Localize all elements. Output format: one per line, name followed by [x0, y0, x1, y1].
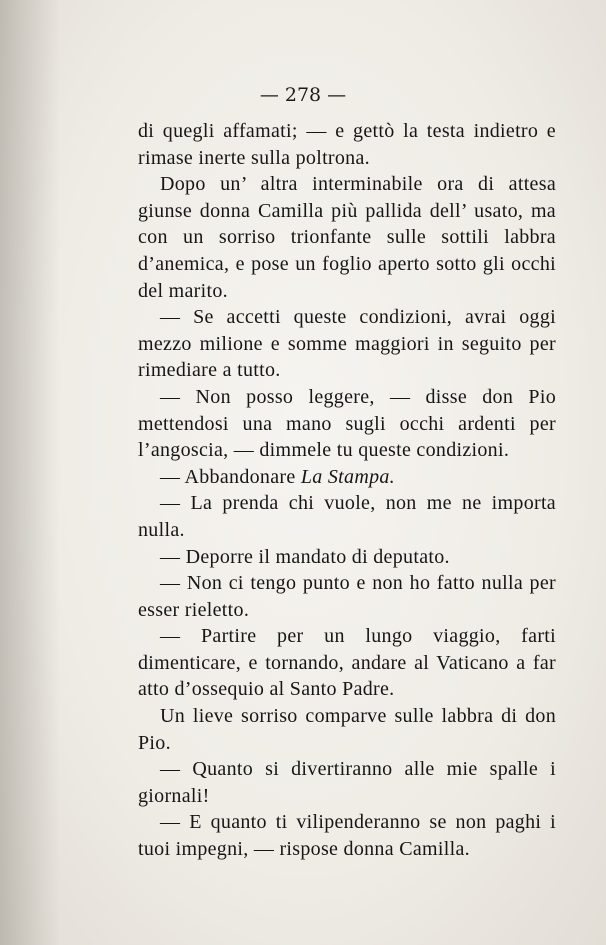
- paragraph: — Non posso leggere, — disse don Pio mettendosi una mano sugli occhi ardenti per l’angoscia, — dimmele tu queste condizioni.: [138, 385, 556, 462]
- paragraph: — Non ci tengo punto e non ho fatto nulla per esser rieletto.: [138, 572, 556, 621]
- newspaper-title: La Stampa.: [300, 465, 395, 488]
- paragraph: Un lieve sorriso comparve sulle labbra di don Pio.: [138, 705, 556, 754]
- paragraph: — La prenda chi vuole, non me ne importa nulla.: [138, 492, 556, 541]
- body-text: [138, 118, 556, 863]
- paragraph: — Quanto si divertiranno alle mie spalle i giornali!: [138, 758, 556, 807]
- page-number: — 278 —: [259, 84, 347, 106]
- paragraph: — Deporre il mandato di deputato.: [160, 545, 450, 568]
- paragraph-text: — Abbandonare: [160, 465, 301, 488]
- paragraph: [138, 464, 556, 491]
- page-edge-shadow: [0, 0, 60, 945]
- paragraph: — Partire per un lungo viaggio, farti dimenticare, e tornando, andare al Vaticano a far atto d’ossequio al Santo Padre.: [138, 625, 556, 701]
- paragraph: — E quanto ti vilipenderanno se non paghi i tuoi impegni, — rispose donna Camilla.: [138, 811, 556, 861]
- paragraph: Dopo un’ altra interminabile ora di attesa giunse donna Camilla più pallida dell’ usato, ma con un sorriso trionfante sulle sottili labbra d’anemica, e pose un foglio aperto sotto gli occhi del marito.: [138, 173, 556, 302]
- paragraph: di quegli affamati; — e gettò la testa indietro e rimase inerte sulla poltrona.: [138, 120, 556, 169]
- paragraph: — Se accetti queste condizioni, avrai oggi mezzo milione e somme maggiori in seguito per rimediare a tutto.: [138, 306, 556, 382]
